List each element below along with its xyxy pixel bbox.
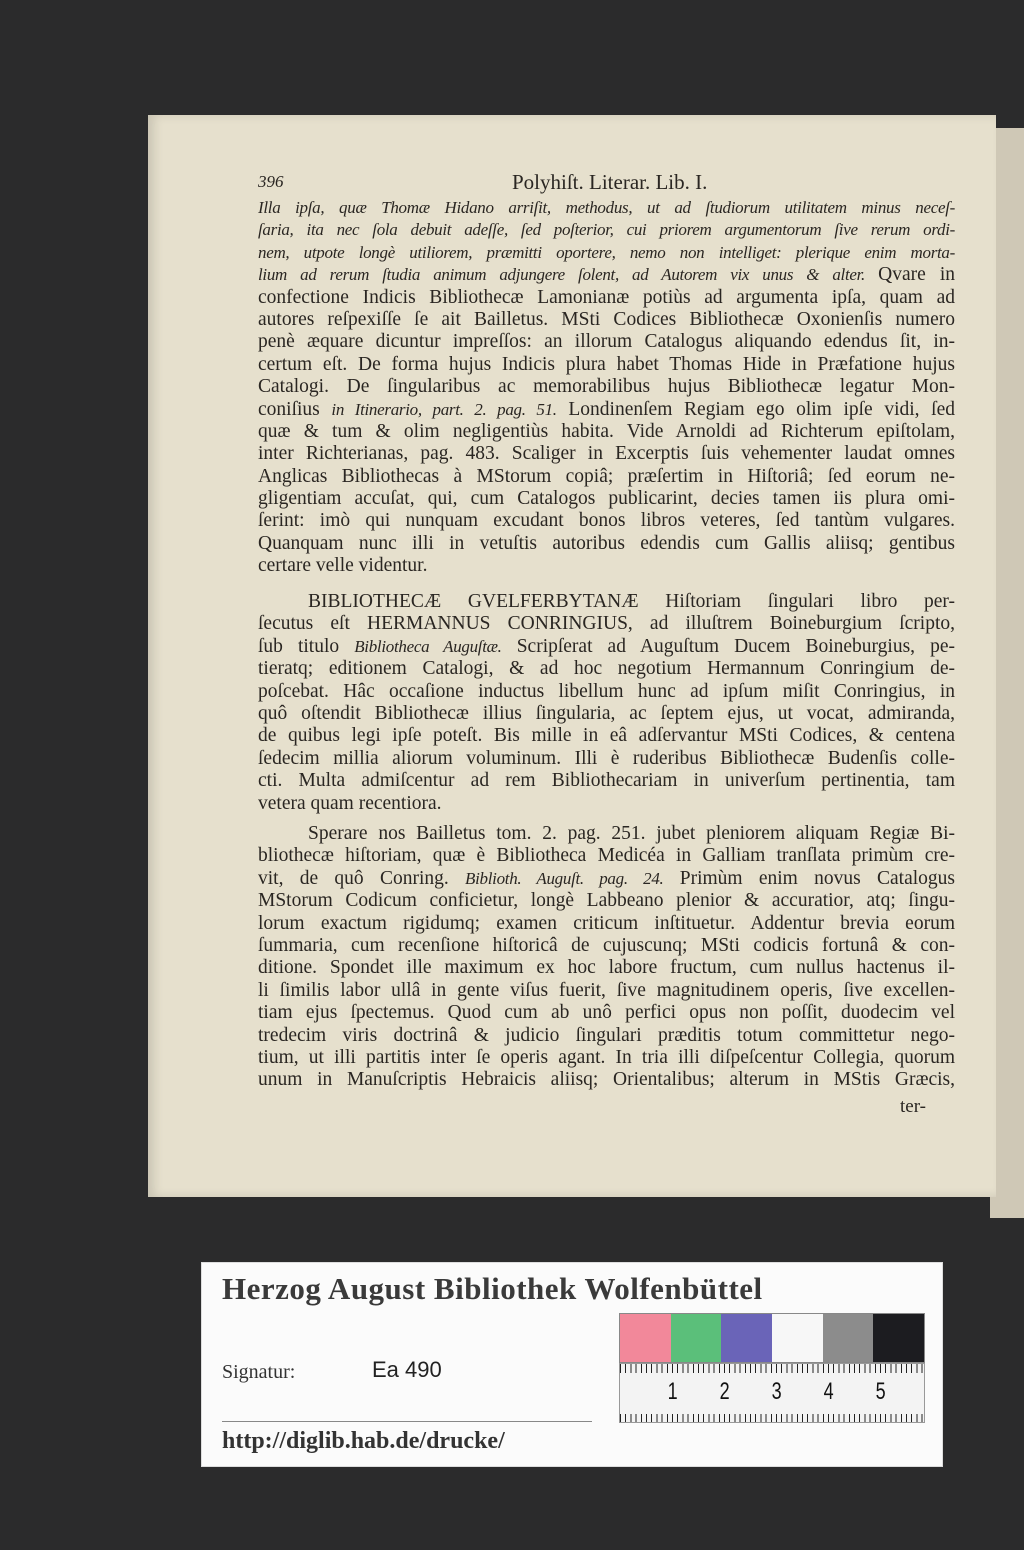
paragraph-1 xyxy=(258,197,955,578)
text-segment: ſerint: imò qui nunquam excudant bonos libros veteres, ſed tantùm vulgares. xyxy=(258,510,955,532)
signatur-label: Signatur: xyxy=(222,1361,296,1383)
signatur-value: Ea 490 xyxy=(372,1357,442,1382)
italic-text: Biblioth. Auguſt. pag. 24. xyxy=(465,868,664,888)
library-name: Herzog August Bibliothek Wolfenbüttel xyxy=(222,1271,763,1306)
text-segment: ſedecim millia aliorum voluminum. Illi è ruderibus Bibliothecæ Budenſis colle- xyxy=(258,747,955,769)
text-segment: quæ & tum & olim negligentiùs habita. Vide Arnoldi ad Richterum epiſtolam, xyxy=(258,420,955,442)
text-segment: tredecim viris doctrinâ & judicio ſingulari præditis totum committetur nego- xyxy=(258,1024,955,1046)
text-line xyxy=(258,613,955,635)
text-segment: vit, de quô Conring. xyxy=(258,867,466,889)
text-line xyxy=(258,591,955,613)
text-line xyxy=(258,264,955,286)
text-segment: certum eſt. De forma hujus Indicis plura habet Thomas Hide in Præfatione hujus xyxy=(258,353,955,375)
text-line xyxy=(258,1002,955,1024)
italic-text: lium ad rerum ſtudia animum adjungere ſolent, ad Autorem vix unus & alter. xyxy=(258,265,879,285)
text-segment: gligentiam accuſat, qui, cum Catalogos publicarint, decies tamen iis plura omi- xyxy=(258,488,955,510)
paragraph-3 xyxy=(258,823,955,1092)
color-swatch xyxy=(873,1314,924,1362)
page-number: 396 xyxy=(258,172,284,191)
text-line xyxy=(258,868,955,890)
text-line xyxy=(258,466,955,488)
text-segment: Primùm enim novus Catalogus xyxy=(663,867,955,889)
text-segment: penè æquare dicuntur impreſſos: an illorum Catalogus aliquando edendus ſit, in- xyxy=(258,331,955,353)
text-segment: lorum exactum rigidumq; examen criticum inſtituetur. Addentur brevia eorum xyxy=(258,912,955,934)
text-segment: unum in Manuſcriptis Hebraicis aliisq; Orientalibus; alterum in MStis Græcis, xyxy=(258,1069,955,1091)
text-segment: tium, ut illi partitis inter ſe operis agant. In tria illi diſpeſcentur Collegia, quorum xyxy=(258,1046,955,1068)
text-line xyxy=(258,703,955,725)
text-segment: bliothecæ hiſtoriam, quæ è Bibliotheca Medicéa in Galliam tranſlata primùm cre- xyxy=(258,845,955,867)
text-line xyxy=(258,443,955,465)
text-line xyxy=(258,823,955,845)
text-segment: ſummaria, cum recenſione hiſtoricâ de cujuscunq; MSti codicis fortunâ & con- xyxy=(258,934,955,956)
text-line xyxy=(258,488,955,510)
text-line xyxy=(258,399,955,421)
divider xyxy=(222,1421,592,1422)
ruler-number: 1 xyxy=(667,1378,678,1405)
text-segment: inter Richterianas, pag. 483. Scaliger in Excerptis ſuis vehementer laudat omnes xyxy=(258,443,955,465)
italic-text: Bibliotheca Auguſtæ. xyxy=(354,636,502,656)
text-line xyxy=(258,197,955,219)
text-segment: confectione Indicis Bibliothecæ Lamonianæ potiùs ad argumenta ipſa, quam ad xyxy=(258,286,955,308)
ruler-ticks xyxy=(620,1414,924,1422)
text-segment: coniſius xyxy=(258,398,332,420)
text-segment: Londinenſem Regiam ego olim ipſe vidi, ſed xyxy=(556,398,956,420)
ruler-number: 2 xyxy=(719,1378,730,1405)
text-line xyxy=(258,636,955,658)
text-segment: Scripſerat ad Auguſtum Ducem Boineburgius, pe- xyxy=(501,635,956,657)
text-line xyxy=(258,957,955,979)
text-line xyxy=(258,354,955,376)
italic-text: in Itinerario, part. 2. pag. 51. xyxy=(331,399,557,419)
text-line xyxy=(258,219,955,241)
library-url: http://diglib.hab.de/drucke/ xyxy=(222,1428,505,1454)
text-segment: vetera quam recentiora. xyxy=(258,792,442,814)
text-line xyxy=(258,793,955,815)
text-line xyxy=(258,913,955,935)
italic-text: Illa ipſa, quæ Thomæ Hidano arriſit, methodus, ut ad ſtudiorum utilitatem minus neceſ- xyxy=(258,198,955,217)
color-swatch xyxy=(620,1314,671,1362)
text-segment: ſecutus eſt HERMANNUS CONRINGIUS, ad illuſtrem Boineburgium ſcripto, xyxy=(258,613,955,635)
text-line xyxy=(258,980,955,1002)
ruler-number: 4 xyxy=(823,1378,834,1405)
text-segment: autores reſpexiſſe ſe ait Bailletus. MSti Codices Bibliothecæ Oxonienſis numero xyxy=(258,308,955,330)
text-segment: poſcebat. Hâc occaſione inductus libellum hunc ad ipſum miſit Conringius, in xyxy=(258,680,955,702)
color-swatch xyxy=(721,1314,772,1362)
text-line xyxy=(258,1069,955,1091)
text-line xyxy=(258,533,955,555)
paragraph-2 xyxy=(258,591,955,815)
text-line xyxy=(258,770,955,792)
running-head: Polyhiſt. Literar. Lib. I. xyxy=(512,170,708,194)
catchword: ter- xyxy=(900,1096,926,1117)
text-line xyxy=(258,242,955,264)
text-line xyxy=(258,421,955,443)
text-segment: ditione. Spondet ille maximum ex hoc labore fructum, cum nullus hactenus il- xyxy=(258,957,955,979)
text-segment: ſub titulo xyxy=(258,635,355,657)
text-segment: Sperare nos Bailletus tom. 2. pag. 251. jubet pleniorem aliquam Regiæ Bi- xyxy=(308,823,955,844)
text-line xyxy=(258,1047,955,1069)
text-line xyxy=(258,331,955,353)
text-segment: Anglicas Bibliothecas à MStorum copiâ; præſertim in Hiſtoriâ; ſed eorum ne- xyxy=(258,465,955,487)
text-line xyxy=(258,845,955,867)
text-line xyxy=(258,510,955,532)
ruler-number: 3 xyxy=(771,1378,782,1405)
text-line xyxy=(258,890,955,912)
text-segment: BIBLIOTHECÆ GVELFERBYTANÆ Hiſtoriam ſingulari libro per- xyxy=(308,591,955,612)
text-segment: Quanquam nunc illi in vetuſtis autoribus edendis cum Gallis aliisq; gentibus xyxy=(258,532,955,554)
text-segment: MStorum Codicum conficietur, longè Labbeano plenior & accuratior, atq; ſingu- xyxy=(258,890,955,912)
library-color-card xyxy=(201,1262,943,1467)
text-line xyxy=(258,309,955,331)
italic-text: nem, utpote longè utiliorem, præmitti oportere, nemo non intelliget: plerique enim morta- xyxy=(258,242,955,262)
text-segment: certare velle videntur. xyxy=(258,555,428,577)
text-line xyxy=(258,287,955,309)
text-line xyxy=(258,1025,955,1047)
text-line xyxy=(258,681,955,703)
text-segment: quô oſtendit Bibliothecæ illius ſingularia, ac ſeptem ejus, ut vocat, admiranda, xyxy=(258,702,955,724)
scale-ruler xyxy=(619,1363,925,1423)
ruler-number: 5 xyxy=(875,1378,886,1405)
text-segment: cti. Multa admiſcentur ad rem Bibliothecariam in univerſum pertinentia, tam xyxy=(258,770,955,792)
text-line xyxy=(258,376,955,398)
color-swatch xyxy=(671,1314,722,1362)
text-segment: Qvare in xyxy=(878,264,955,286)
text-segment: tiam ejus ſpectemus. Quod cum ab unô perfici opus non poſſit, duodecim vel xyxy=(258,1002,955,1024)
italic-text: ſaria, ita nec ſola debuit adeſſe, ſed poſterior, cui priorem argumentorum ſive rerum ordi- xyxy=(258,220,955,240)
text-segment: li ſimilis labor ullâ in gente viſus fuerit, ſive magnitudinem operis, ſive excellen- xyxy=(258,979,955,1001)
text-line xyxy=(258,555,955,577)
color-swatches xyxy=(619,1313,925,1363)
color-swatch xyxy=(823,1314,874,1362)
color-swatch xyxy=(772,1314,823,1362)
text-line xyxy=(258,935,955,957)
text-segment: de quibus legi ipſe poteſt. Bis mille in eâ adſervantur MSti Codices, & centena xyxy=(258,725,955,747)
text-line xyxy=(258,658,955,680)
text-line xyxy=(258,725,955,747)
text-segment: tieratq; editionem Catalogi, & ad hoc negotium Hermannum Conringium de- xyxy=(258,658,955,680)
text-segment: Catalogi. De ſingularibus ac memorabilibus hujus Bibliothecæ legatur Mon- xyxy=(258,376,955,398)
text-line xyxy=(258,748,955,770)
